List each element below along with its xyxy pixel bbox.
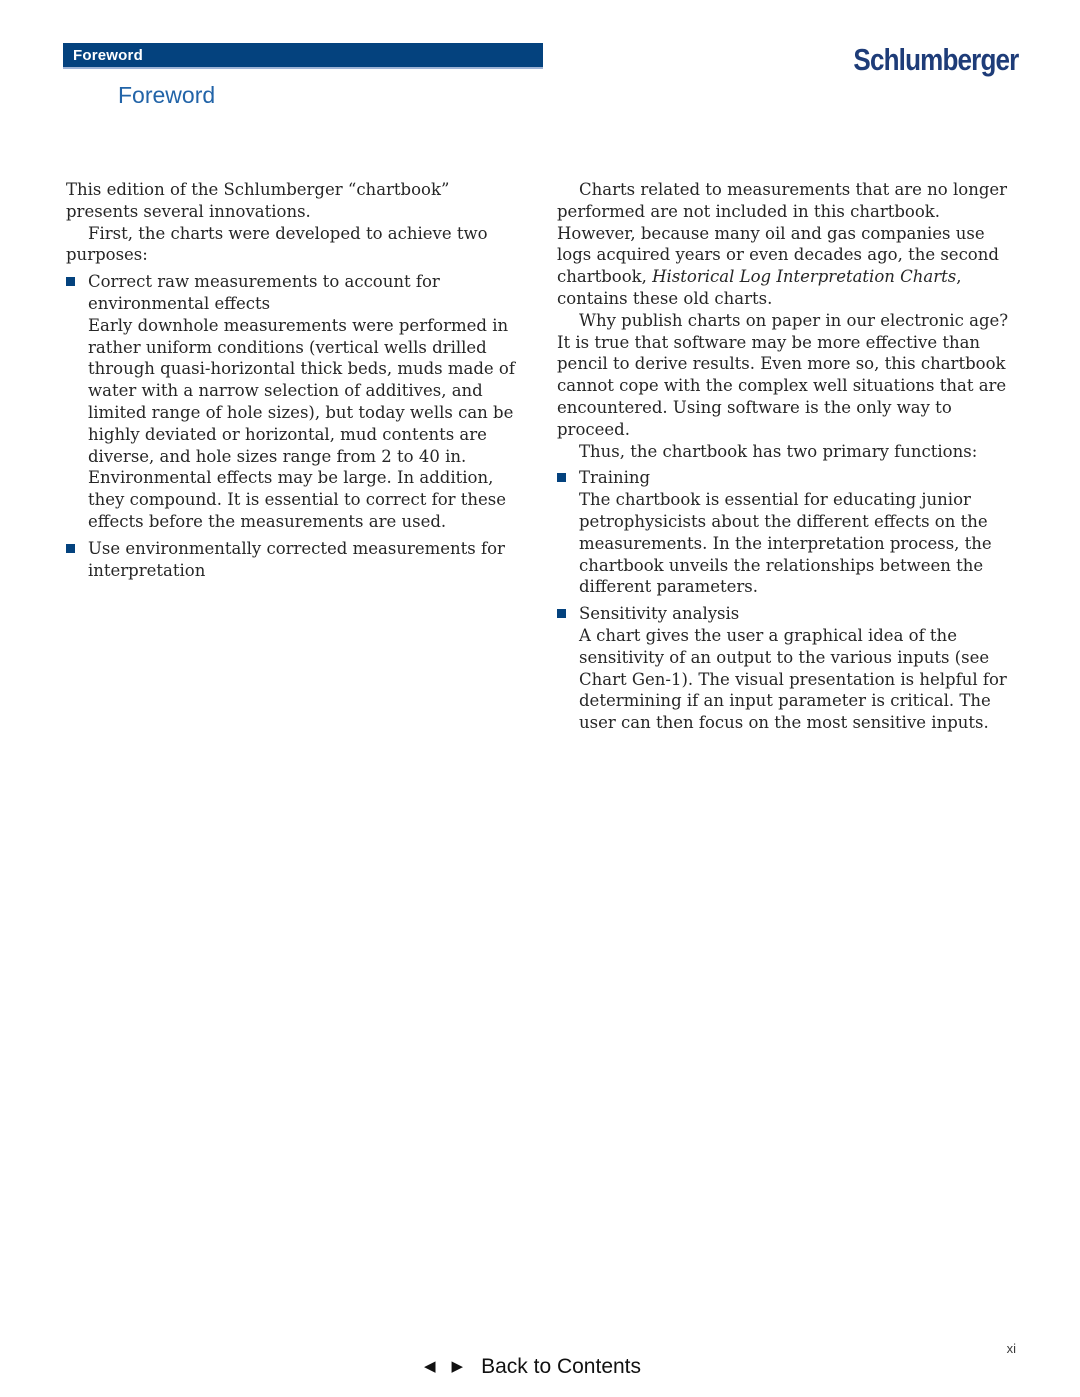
page-title: Foreword bbox=[118, 82, 216, 108]
right-column bbox=[557, 179, 1015, 734]
list-item-label: Use environmentally corrected measurements for interpretation bbox=[88, 538, 505, 580]
schlumberger-logo: Schlumberger bbox=[852, 42, 1018, 77]
list-item bbox=[66, 538, 526, 582]
square-bullet-icon bbox=[66, 544, 75, 553]
paragraph-text: Charts related to measurements that are no longer performed are not included in this chartbook. However, because many oil and gas companies use logs acquired years or even decades ago, the second chartbook, bbox=[557, 180, 1008, 287]
footer-navigation bbox=[424, 1352, 641, 1382]
section-tab-bar bbox=[63, 43, 543, 69]
square-bullet-icon bbox=[557, 473, 566, 482]
paragraph: This edition of the Schlumberger “chartbook” presents several innovations. bbox=[66, 180, 450, 221]
list-item-detail: Early downhole measurements were performed in rather uniform conditions (vertical wells drilled through quasi-horizontal thick beds, muds made of water with a narrow selection of additives, and limited range of hole sizes), but today wells can be highly deviated or horizontal, mud contents are diverse, and hole sizes range from 2 to 40 in. Environmental effects may be large. In addition, they compound. It is essential to correct for these effects before the measurements are used. bbox=[88, 315, 515, 531]
square-bullet-icon bbox=[557, 609, 566, 618]
paragraph: First, the charts were developed to achieve two purposes: bbox=[66, 223, 488, 265]
back-to-contents-link[interactable]: Back to Contents bbox=[481, 1355, 642, 1378]
list-item bbox=[557, 467, 1015, 598]
list-item-detail: A chart gives the user a graphical idea of the sensitivity of an output to the various inputs (see Chart Gen-1). The visual presentation is helpful for determining if an input parameter is critical. The user can then focus on the most sensitive inputs. bbox=[579, 625, 1007, 733]
list-item-label: Training bbox=[579, 468, 651, 488]
list-item-label: Sensitivity analysis bbox=[579, 604, 740, 624]
next-page-icon[interactable]: ▶ bbox=[451, 1358, 464, 1375]
previous-page-icon[interactable]: ◀ bbox=[424, 1358, 436, 1375]
page-number: xi bbox=[1006, 1341, 1016, 1356]
list-item-detail: The chartbook is essential for educating junior petrophysicists about the different effects on the measurements. In the interpretation process, the chartbook unveils the relationships between the different parameters. bbox=[579, 490, 992, 597]
book-title-italic: Historical Log Interpretation Charts bbox=[652, 267, 957, 287]
square-bullet-icon bbox=[66, 277, 75, 286]
document-body bbox=[66, 179, 1016, 734]
paragraph: Thus, the chartbook has two primary functions: bbox=[579, 441, 978, 461]
list-item bbox=[66, 271, 526, 533]
section-tab-label: Foreword bbox=[73, 46, 143, 64]
paragraph: Why publish charts on paper in our electronic age? It is true that software may be more effective than pencil to derive results. Even more so, this chartbook cannot cope with the complex well situations that are encountered. Using software is the only way to proceed. bbox=[557, 310, 1009, 439]
list-item-label: Correct raw measurements to account for environmental effects bbox=[88, 272, 440, 313]
paragraph-text: , contains these old charts. bbox=[557, 267, 962, 308]
list-item bbox=[557, 603, 1015, 734]
left-column bbox=[66, 179, 526, 734]
paragraph bbox=[557, 179, 1015, 310]
